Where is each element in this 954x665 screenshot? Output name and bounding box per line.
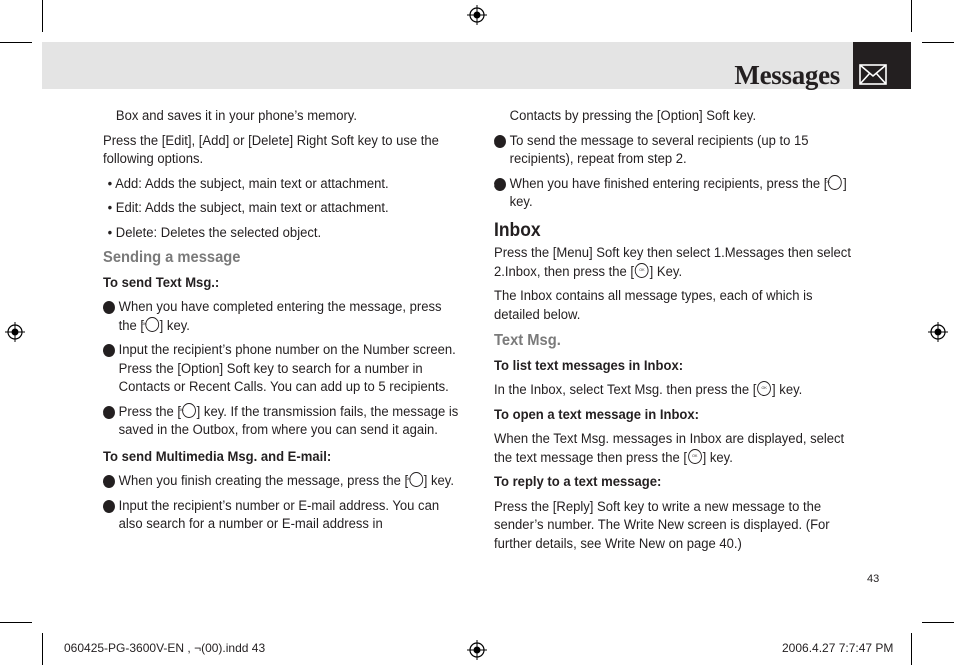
ok-key-icon [688,449,702,464]
step-text: Input the recipient’s number or E-mail address. You can also search for a number or E-mail address in [118,497,440,532]
step-item [489,132,853,169]
timestamp: 2006.4.27 7:7:47 PM [782,641,894,655]
body-text: The Inbox contains all message types, each of which is detailed below. [494,288,813,323]
body-text: Press the [Reply] Soft key to write a new message to the sender’s number. The Write New screen is displayed. (For further details, see Write New on page 40.) [494,498,830,552]
step-text: When you have completed entering the message, press the [ [118,299,442,334]
step-text: ] key. [423,473,454,489]
step-text: To send the message to several recipients (up to 15 recipients), repeat from step 2. [509,132,809,167]
body-text [494,381,853,400]
step-item [98,298,462,335]
step-text: When you finish creating the message, press the [ [118,473,409,489]
ok-key-icon [182,403,196,418]
left-column [98,107,462,534]
step-number: 1 [103,301,115,314]
bullet-item: • Delete: Deletes the selected object. [107,224,322,241]
body-text-part: Press the [Menu] Soft key then select 1.Messages then select 2.Inbox, then press the [ [494,245,851,280]
step-text: ] key. [159,317,190,334]
file-slug: 060425-PG-3600V-EN , ¬(00).indd 43 [64,641,266,655]
step-number: 3 [103,406,115,419]
body-text [494,430,853,467]
registration-mark-icon [5,322,25,342]
ok-key-icon [409,472,423,487]
ok-key-icon [757,381,771,396]
crop-mark [42,0,43,32]
step-text: Input the recipient’s phone number on the Number screen. Press the [Option] Soft key to search for a number in Contacts or Recent Calls. You can add up to 5 recipients. [118,342,456,395]
step-number: 2 [103,500,115,513]
step-text: Press the [ [118,403,182,420]
crop-mark [911,633,912,665]
crop-mark [42,633,43,665]
envelope-icon [859,64,889,86]
right-column [489,107,853,553]
ok-key-icon [635,263,649,278]
continuation-text: Contacts by pressing the [Option] Soft key. [509,108,757,124]
step-item [489,175,853,212]
crop-mark [0,622,32,623]
step-text: When you have finished entering recipients, press the [ [509,175,828,192]
body-text-part: In the Inbox, select Text Msg. then press the [ [494,382,757,398]
subheading: To send Multimedia Msg. and E-mail: [103,448,332,465]
body-text-part: ] Key. [649,263,683,280]
step-number: 4 [494,178,506,191]
step-item [98,403,462,440]
section-heading: Inbox [494,219,541,241]
subheading: To send Text Msg.: [103,274,220,291]
bullet-item: • Edit: Adds the subject, main text or attachment. [107,200,389,216]
subheading: To reply to a text message: [494,474,662,490]
ok-key-icon [145,317,159,332]
registration-mark-icon [467,5,487,25]
step-item [98,472,462,491]
crop-mark [922,622,954,623]
body-text-part: ] key. [702,449,733,466]
registration-mark-icon [928,322,948,342]
bullet-item: • Add: Adds the subject, main text or attachment. [107,175,389,192]
step-number: 1 [103,475,115,488]
body-text-part: ] key. [772,382,803,398]
step-item [98,341,462,397]
body-text-part: When the Text Msg. messages in Inbox are displayed, select the text message then press the [ [494,431,845,466]
subheading: To open a text message in Inbox: [494,406,700,423]
crop-mark [922,42,954,43]
step-number: 2 [103,344,115,357]
header-icon-box [853,42,911,89]
step-number: 3 [494,135,506,148]
body-text [494,244,853,281]
step-text: ] key. [509,175,847,210]
section-heading: Sending a message [103,249,241,266]
body-text: Press the [Edit], [Add] or [Delete] Right Soft key to use the following options. [103,132,439,167]
page-number: 43 [867,573,880,585]
ok-key-icon [828,175,842,190]
registration-mark-icon [467,640,487,660]
crop-mark [911,0,912,32]
step-text: ] key. If the transmission fails, the message is saved in the Outbox, from where you can send it again. [118,403,459,438]
subsection-heading: Text Msg. [494,332,561,349]
page-title: Messages [734,60,840,90]
step-item [98,497,462,534]
crop-mark [0,42,32,43]
continuation-text: Box and saves it in your phone’s memory. [115,108,357,124]
subheading: To list text messages in Inbox: [494,357,684,374]
